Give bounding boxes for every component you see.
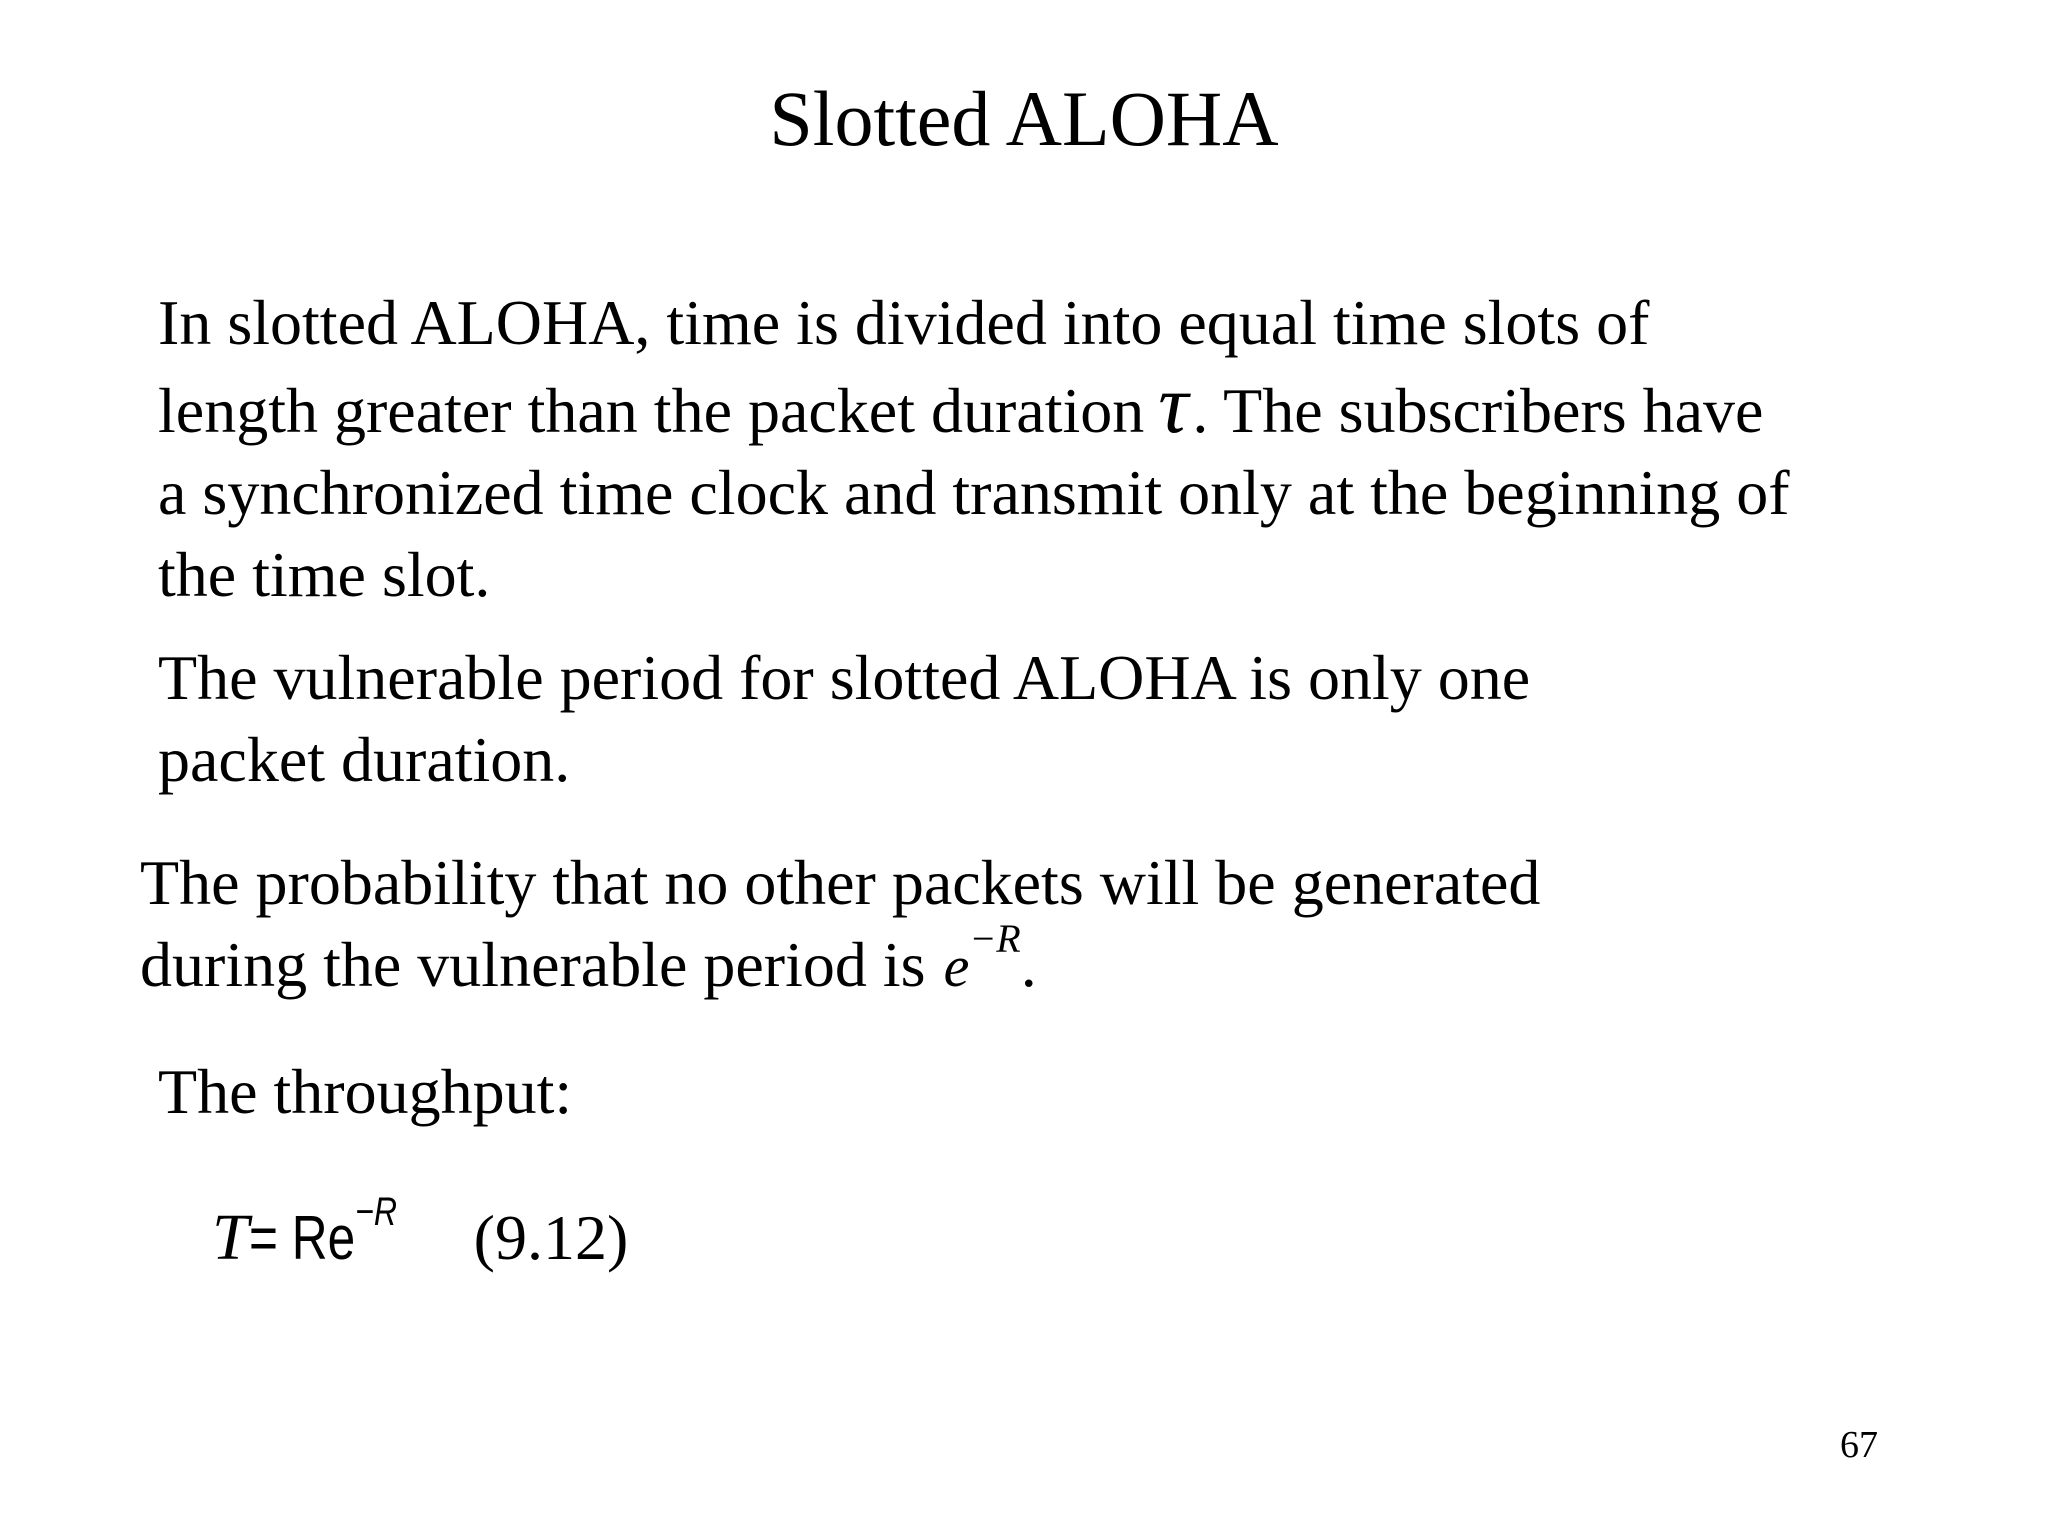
paragraph-line: packet duration. (158, 724, 571, 795)
page-number: 67 (1840, 1424, 1878, 1466)
exponential-expression (943, 916, 1021, 1008)
line-text: . The subscribers have (1192, 375, 1764, 446)
slide-title: Slotted ALOHA (769, 75, 1279, 162)
paragraph-line (158, 358, 1790, 452)
line-text: during the vulnerable period is (140, 929, 926, 1000)
paragraph-slot-definition (158, 282, 1790, 616)
paragraph-line: The vulnerable period for slotted ALOHA is only one (158, 642, 1531, 713)
paragraph-line: In slotted ALOHA, time is divided into equal time slots of (158, 287, 1650, 358)
paragraph-line (140, 916, 1540, 1008)
paragraph-line: the time slot. (158, 539, 491, 610)
math-base: e (943, 934, 970, 999)
line-text: length greater than the packet duration (158, 375, 1145, 446)
formula-exponent: −R (354, 1190, 397, 1234)
paragraph-line: The throughput: (158, 1056, 573, 1127)
paragraph-throughput (158, 1051, 572, 1133)
formula-rhs-text: = Re (248, 1204, 355, 1273)
paragraph-vulnerable-period (158, 637, 1530, 801)
formula-rhs (248, 1190, 397, 1273)
math-exponent: −R (969, 916, 1021, 961)
line-text: . (1020, 929, 1037, 1000)
equation-number: (9.12) (473, 1202, 629, 1273)
tau-symbol: τ (1158, 358, 1189, 451)
formula-lhs: T (212, 1201, 249, 1274)
paragraph-line: The probability that no other packets will be generated (140, 847, 1541, 918)
paragraph-probability (140, 842, 1540, 1008)
paragraph-line: a synchronized time clock and transmit only at the beginning of (158, 457, 1790, 528)
throughput-formula (212, 1190, 629, 1274)
